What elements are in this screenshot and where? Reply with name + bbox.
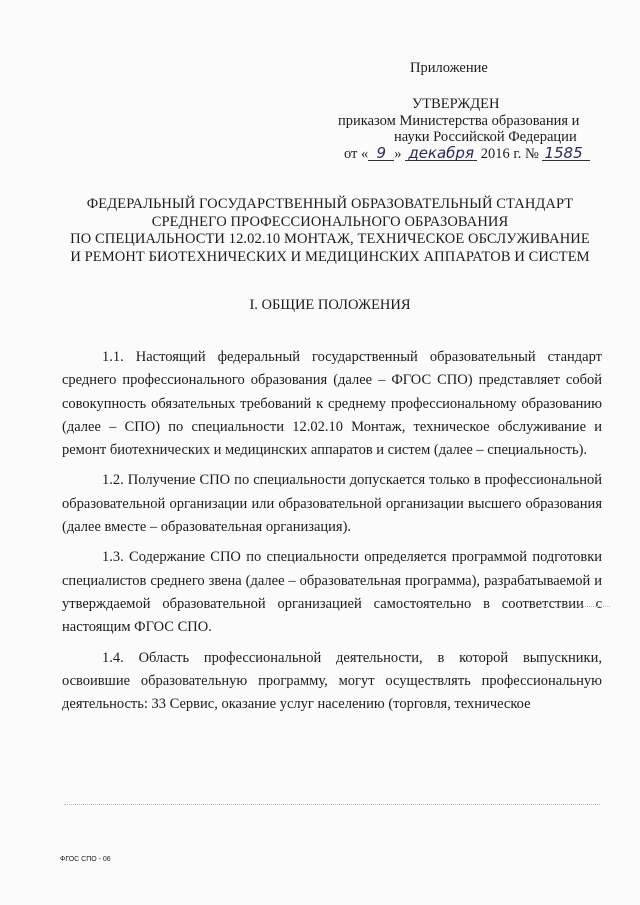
paragraph-1-1: 1.1. Настоящий федеральный государственный образовательный стандарт среднего профессионального образования (далее – ФГОС СПО) представляет собой совокупность обязательных требований к среднему профессиональному образованию (далее – СПО) по специальности 12.02.10 Монтаж, техническое обслуживание и ремонт биотехнических и медицинских аппаратов и систем (далее – специальность). xyxy=(62,349,602,459)
title-line-4: И РЕМОНТ БИОТЕХНИЧЕСКИХ И МЕДИЦИНСКИХ АППАРАТОВ И СИСТЕМ xyxy=(70,248,590,265)
body-text xyxy=(62,346,602,716)
order-date-line xyxy=(344,146,590,162)
approved-label: УТВЕРЖДЕН xyxy=(412,96,500,112)
footer-label: ФГОС СПО - 06 xyxy=(60,856,111,863)
appendix-label: Приложение xyxy=(410,60,488,76)
document-title xyxy=(60,196,600,266)
order-line-2: науки Российской Федерации xyxy=(394,129,577,145)
handwritten-month: декабря xyxy=(405,146,477,161)
date-prefix: от « xyxy=(344,146,369,162)
paragraph-1-4: 1.4. Область профессиональной деятельности, в которой выпускники, освоившие образовательную программу, могут осуществлять профессиональную деятельность: 33 Сервис, оказание услуг населению (торговля, техническое xyxy=(62,649,602,713)
paragraph-1-3: 1.3. Содержание СПО по специальности определяется программой подготовки специалистов среднего звена (далее – образовательная программа), разрабатываемой и утверждаемой образовательной организацией самостоятельно в соответствии с настоящим ФГОС СПО. xyxy=(62,549,602,636)
handwritten-order-number: 1585 xyxy=(542,146,590,161)
title-line-3: ПО СПЕЦИАЛЬНОСТИ 12.02.10 МОНТАЖ, ТЕХНИЧЕСКОЕ ОБСЛУЖИВАНИЕ xyxy=(70,231,590,247)
title-line-1: ФЕДЕРАЛЬНЫЙ ГОСУДАРСТВЕННЫЙ ОБРАЗОВАТЕЛЬНЫЙ СТАНДАРТ xyxy=(86,196,574,212)
scan-artifact-line xyxy=(540,606,610,607)
date-year: 2016 г. № xyxy=(480,146,539,162)
handwritten-day: 9 xyxy=(368,146,394,161)
section-heading: I. ОБЩИЕ ПОЛОЖЕНИЯ xyxy=(249,297,411,313)
date-close: » xyxy=(394,146,402,162)
title-line-2: СРЕДНЕГО ПРОФЕССИОНАЛЬНОГО ОБРАЗОВАНИЯ xyxy=(151,213,509,230)
order-line-1: приказом Министерства образования и xyxy=(338,113,580,129)
paragraph-1-2: 1.2. Получение СПО по специальности допускается только в профессиональной образовательной организации или образовательной организации высшего образования (далее вместе – образовательная организация). xyxy=(62,472,602,536)
scan-artifact-line xyxy=(64,804,600,805)
